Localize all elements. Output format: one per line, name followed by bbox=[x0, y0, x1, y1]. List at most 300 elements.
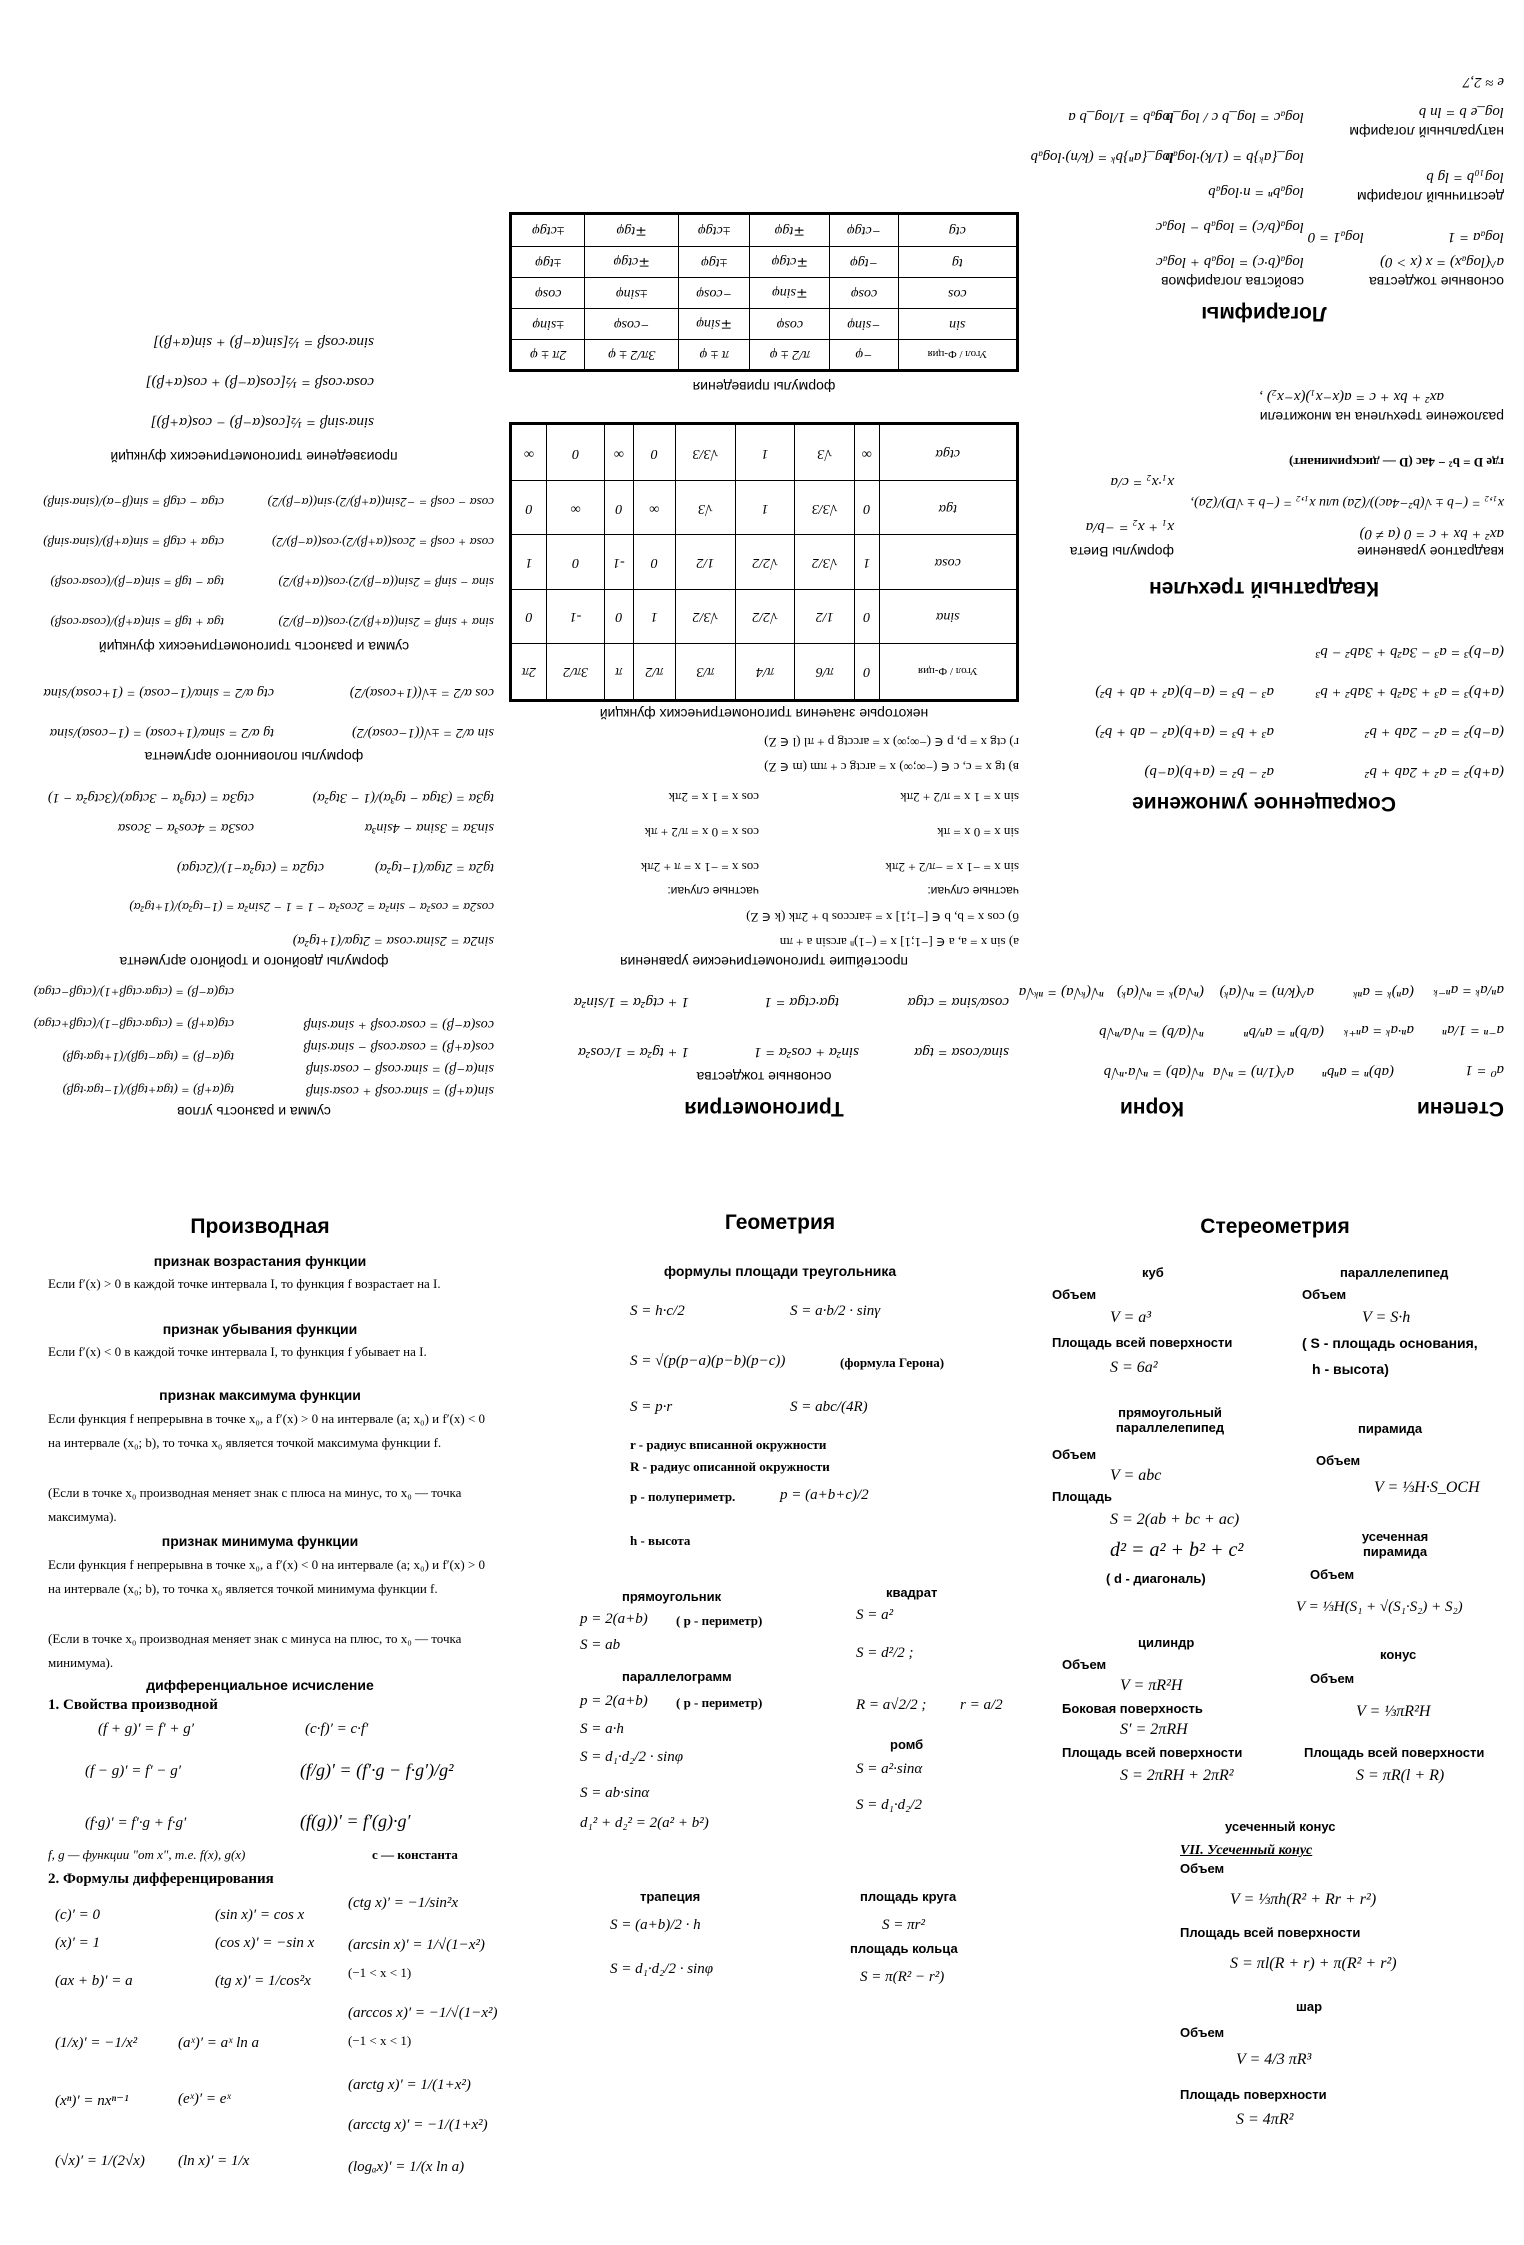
double-item: tg3α = (3tgα − tg³α)/(1 − 3tg²α) bbox=[312, 790, 494, 805]
deriv-prop: (f − g)′ = f′ − g′ bbox=[85, 1763, 182, 1779]
geometry-section bbox=[560, 1211, 1020, 2215]
logs-dec: log₁₀b = lg b bbox=[1426, 169, 1504, 185]
values-cell: ∞ bbox=[633, 481, 675, 535]
values-row bbox=[511, 589, 1018, 643]
values-cell: 0 bbox=[605, 481, 633, 535]
double-item: tg2α = 2tgα/(1−tg²α) bbox=[374, 860, 494, 875]
short-mult-item: (a+b)³ = a³ + 3a²b + 3ab² + b³ bbox=[1315, 684, 1504, 700]
reduction-cell: ±tgφ bbox=[679, 246, 750, 277]
values-cell: ∞ bbox=[511, 424, 547, 481]
reduction-cell: tg bbox=[898, 246, 1017, 277]
deriv-prop: (f + g)′ = f′ + g′ bbox=[98, 1721, 195, 1737]
reduction-header-cell: 2π ± φ bbox=[511, 339, 585, 370]
values-header-cell: π bbox=[605, 643, 633, 700]
trig-main-block bbox=[509, 20, 1019, 1120]
deriv-rule: (x)′ = 1 bbox=[55, 1935, 101, 1951]
values-cell: 1 bbox=[854, 535, 879, 589]
special: sin x = 0 x = πk bbox=[937, 825, 1019, 840]
geom-tri-title: формулы площади треугольника bbox=[663, 1263, 897, 1279]
simple-eq: г) ctg x = p, p ∈ (−∞;∞) x = arcctg p + πl (l ∈ Z) bbox=[764, 735, 1019, 750]
stereo-cube: S = 6a² bbox=[1110, 1359, 1158, 1376]
deriv-prop: (f/g)′ = (f′·g − f·g′)/g² bbox=[300, 1760, 454, 1780]
stereo-cone: V = ⅓πR²H bbox=[1356, 1703, 1431, 1720]
double-item: cos2α = cos²α − sin²α = 2cos²α − 1 = 1 − 2sin²α = (1−tg²α)/(1+tg²α) bbox=[129, 900, 494, 915]
sumdiff-angles-title: сумма и разность углов bbox=[177, 1104, 331, 1120]
stereo-tcone: S = πl(R + r) + π(R² + r²) bbox=[1230, 1955, 1397, 1972]
deriv-rule: (xⁿ)′ = nxⁿ⁻¹ bbox=[55, 2093, 129, 2109]
powers-item: aⁿ/aᵏ = aⁿ⁻ᵏ bbox=[1433, 982, 1504, 998]
product-item: sinα·cosβ = ½[sin(α−β) + sin(α+β)] bbox=[153, 334, 374, 350]
deriv-max-text: Если функция f непрерывна в точке x₀, а f′(x) > 0 на интервале (a; x₀) и f′(x) < 0 на интервале (x₀; b), то точка x₀ является точкой максимума функции f. bbox=[48, 1411, 486, 1450]
geom-par: d₁² + d₂² = 2(a² + b²) bbox=[580, 1815, 709, 1831]
roots-title: Корни bbox=[1119, 1097, 1184, 1120]
stereo-cyl: Боковая поверхность bbox=[1062, 1701, 1203, 1716]
reduction-row bbox=[511, 308, 1018, 339]
deriv-rule: (1/x)′ = −1/x² bbox=[55, 2035, 138, 2051]
stereo-ppd: ( S - площадь основания, bbox=[1302, 1335, 1478, 1351]
deriv-min-note: (Если в точке x₀ производная меняет знак с минуса на плюс, то x₀ — точка минимума). bbox=[48, 1631, 462, 1670]
powers-title: Степени bbox=[1416, 1097, 1504, 1120]
reduction-row bbox=[511, 277, 1018, 308]
deriv-prop: (c·f)′ = c·f′ bbox=[305, 1721, 369, 1737]
logs-prop: log_{aᵏ}b = (1/k)·logₐb bbox=[1165, 149, 1304, 165]
sumdiff-angle: tg(α−β) = (tgα−tgβ)/(1+tgα·tgβ) bbox=[62, 1050, 234, 1065]
double-item: sin2α = 2sinα·cosα = 2tgα/(1+tg²α) bbox=[292, 933, 494, 948]
geom-rhomb-title: ромб bbox=[890, 1737, 924, 1752]
reduction-cell: ±tgφ bbox=[511, 246, 585, 277]
stereo-tpyr: Объем bbox=[1310, 1567, 1355, 1582]
reduction-cell: ±ctgφ bbox=[679, 214, 750, 247]
roots-item: (ⁿ√a)ᵏ = ⁿ√(aᵏ) bbox=[1117, 984, 1204, 1000]
deriv-rule: (ctg x)′ = −1/sin²x bbox=[348, 1895, 459, 1911]
deriv-prop: (f·g)′ = f′·g + f·g′ bbox=[85, 1815, 187, 1831]
stereo-rppd: S = 2(ab + bc + ac) bbox=[1110, 1511, 1240, 1528]
geom-ring: S = π(R² − r²) bbox=[860, 1969, 945, 1985]
sum-func: tgα + tgβ = sin(α+β)/(cosα·cosβ) bbox=[50, 615, 224, 630]
geom-rhomb: S = a²·sinα bbox=[856, 1761, 923, 1777]
stereo-rppd: Площадь bbox=[1052, 1489, 1112, 1504]
sum-func: ctgα + ctgβ = sin(α+β)/(sinα·sinβ) bbox=[43, 535, 224, 550]
reduction-header-cell: π ± φ bbox=[679, 339, 750, 370]
stereo-cone: Площадь всей поверхности bbox=[1304, 1745, 1485, 1760]
reduction-cell: ∓tgφ bbox=[750, 214, 830, 247]
deriv-rule: (sin x)′ = cos x bbox=[215, 1907, 305, 1923]
values-cell: 1 bbox=[735, 424, 795, 481]
powers-item: a⁰ = 1 bbox=[1465, 1062, 1504, 1078]
derivative-section bbox=[30, 1215, 530, 2235]
values-cell: 1 bbox=[735, 481, 795, 535]
deriv-rule: (aˣ)′ = aˣ ln a bbox=[178, 2035, 260, 2051]
stereo-cyl: Площадь всей поверхности bbox=[1062, 1745, 1243, 1760]
stereo-cyl: S′ = 2πRH bbox=[1120, 1721, 1188, 1738]
double-item: ctg2α = (ctg²α−1)/(2ctgα) bbox=[177, 860, 324, 875]
logs-prop: log_{aⁿ}bᵏ = (k/n)·logₐb bbox=[1030, 149, 1174, 165]
values-cell: sinα bbox=[879, 589, 1017, 643]
roots-item: ⁿ√(ᵏ√a) = ⁿᵏ√a bbox=[1018, 984, 1104, 1000]
identity: 1 + ctg²α = 1/sin²α bbox=[574, 994, 689, 1010]
powers-item: (aⁿ)ᵏ = aⁿᵏ bbox=[1353, 984, 1414, 1000]
logs-prop: logₐ(b·c) = logₐb + logₐc bbox=[1156, 254, 1304, 270]
logs-basic: logₐa = 1 bbox=[1447, 229, 1504, 245]
stereo-tcone-title: усеченный конус bbox=[1225, 1819, 1336, 1834]
reduction-header-cell: −φ bbox=[830, 339, 898, 370]
stereo-pyr: Объем bbox=[1316, 1453, 1361, 1468]
simple-eq: б) cos x = b, b ∈ [−1;1] x = ±arccos b + 2πk (k ∈ Z) bbox=[746, 910, 1019, 925]
logs-prop: logₐbⁿ = n·logₐb bbox=[1208, 184, 1304, 200]
reduction-row bbox=[511, 246, 1018, 277]
stereometry-section bbox=[1040, 1215, 1510, 2235]
geom-par-note: ( p - периметр) bbox=[676, 1695, 763, 1710]
values-cell: √3/2 bbox=[676, 589, 736, 643]
stereo-sphere: V = 4/3 πR³ bbox=[1236, 2051, 1312, 2068]
stereo-tcone-heading: VII. Усеченный конус bbox=[1180, 1843, 1313, 1858]
geom-rect: p = 2(a+b) bbox=[580, 1611, 648, 1627]
values-cell: 0 bbox=[854, 481, 879, 535]
geom-par-title: параллелограмм bbox=[622, 1669, 732, 1684]
short-mult-title: Сокращенное умножение bbox=[1132, 792, 1396, 815]
reduction-cell: ctg bbox=[898, 214, 1017, 247]
half-item: ctg α/2 = sinα/(1−cosα) = (1+cosα)/sinα bbox=[43, 685, 274, 700]
values-header-cell: π/4 bbox=[735, 643, 795, 700]
values-row bbox=[511, 535, 1018, 589]
stereo-cyl: S = 2πRH + 2πR² bbox=[1120, 1767, 1234, 1784]
values-cell: ctgα bbox=[879, 424, 1017, 481]
logs-basic: logₐ1 = 0 bbox=[1307, 229, 1364, 245]
geom-trap-title: трапеция bbox=[640, 1889, 701, 1904]
geom-tri: S = √(p(p−a)(p−b)(p−c)) bbox=[630, 1353, 786, 1369]
deriv-diff-title: дифференциальное исчисление bbox=[146, 1677, 374, 1693]
logs-basic-label: основные тождества bbox=[1369, 274, 1504, 290]
geom-tri-note: R - радиус описанной окружности bbox=[630, 1459, 830, 1474]
sum-func: sinα − sinβ = 2sin((α−β)/2)·cos((α+β)/2) bbox=[278, 575, 494, 590]
geom-square-title: квадрат bbox=[886, 1585, 938, 1600]
powers-roots-section bbox=[1018, 950, 1504, 1120]
stereo-rppd: V = abc bbox=[1110, 1467, 1162, 1484]
reduction-header-cell: Угол / Ф-ция bbox=[898, 339, 1017, 370]
deriv-title: Производная bbox=[190, 1215, 330, 1238]
reduction-cell: cos bbox=[898, 277, 1017, 308]
geom-square: r = a/2 bbox=[960, 1697, 1003, 1713]
deriv-min-text: Если функция f непрерывна в точке x₀, а f′(x) < 0 на интервале (a; x₀) и f′(x) > 0 на интервале (x₀; b), то точка x₀ является точкой минимума функции f. bbox=[48, 1557, 486, 1596]
reduction-cell: −cosφ bbox=[679, 277, 750, 308]
geom-tri-note-p: p = (a+b+c)/2 bbox=[780, 1487, 869, 1503]
double-item: sin3α = 3sinα − 4sin³α bbox=[364, 820, 494, 835]
reduction-cell: ∓ctgφ bbox=[585, 246, 679, 277]
geom-trap: S = (a+b)/2 · h bbox=[610, 1917, 701, 1933]
product-item: sinα·sinβ = ½[cos(α−β) − cos(α+β)] bbox=[150, 414, 374, 430]
stereo-ppd: h - высота) bbox=[1312, 1361, 1389, 1377]
deriv-rule: (eˣ)′ = eˣ bbox=[178, 2091, 231, 2107]
deriv-rule: (arctg x)′ = 1/(1+x²) bbox=[348, 2077, 471, 2093]
geom-par: S = ab·sinα bbox=[580, 1785, 650, 1801]
logs-title: Логарифмы bbox=[1201, 302, 1327, 325]
values-cell: √3/3 bbox=[795, 481, 855, 535]
values-cell: √3 bbox=[795, 424, 855, 481]
deriv-incr-title: признак возрастания функции bbox=[153, 1253, 367, 1269]
quadratic-eq: ax² + bx + c = 0 (a ≠ 0) bbox=[1359, 526, 1504, 542]
reduction-cell: ±sinφ bbox=[585, 277, 679, 308]
logs-nat: log_e b = ln b bbox=[1418, 104, 1504, 120]
short-mult-item: a³ − b³ = (a−b)(a² + ab + b²) bbox=[1095, 684, 1274, 700]
values-cell: ∞ bbox=[605, 424, 633, 481]
logs-block bbox=[1024, 25, 1504, 325]
product-item: cosα·cosβ = ½[cos(α−β) + cos(α+β)] bbox=[145, 374, 374, 390]
stereo-title: Стереометрия bbox=[1200, 1215, 1350, 1238]
geom-tri-note: p - полупериметр. bbox=[630, 1489, 736, 1504]
values-row bbox=[511, 424, 1018, 481]
deriv-max-note: (Если в точке x₀ производная меняет знак с плюса на минус, то x₀ — точка максимума). bbox=[48, 1485, 462, 1524]
reduction-cell: ±sinφ bbox=[511, 308, 585, 339]
stereo-cube: V = a³ bbox=[1110, 1309, 1152, 1326]
values-table bbox=[509, 422, 1019, 702]
values-cell: 0 bbox=[605, 589, 633, 643]
deriv-rule: (c)′ = 0 bbox=[55, 1907, 101, 1923]
stereo-cube: Площадь всей поверхности bbox=[1052, 1335, 1233, 1350]
short-mult-block bbox=[1024, 615, 1504, 815]
values-header-cell: 2π bbox=[511, 643, 547, 700]
sum-funcs-title: сумма и разность тригонометрических функций bbox=[98, 639, 410, 655]
product-title: произведение тригонометрических функций bbox=[110, 449, 398, 465]
values-cell: 1 bbox=[633, 589, 675, 643]
deriv-rule: (ln x)′ = 1/x bbox=[178, 2153, 250, 2169]
geom-tri: S = a·b/2 · sinγ bbox=[790, 1303, 881, 1319]
short-mult-item: a² − b² = (a+b)(a−b) bbox=[1144, 764, 1274, 780]
powers-item: (a/b)ⁿ = aⁿ/bⁿ bbox=[1243, 1024, 1324, 1040]
special: cos x = 0 x = π/2 + πk bbox=[644, 825, 759, 840]
sumdiff-angle: tg(α+β) = (tgα+tgβ)/(1−tgα·tgβ) bbox=[62, 1083, 234, 1098]
stereo-cone-title: конус bbox=[1380, 1647, 1417, 1662]
reduction-cell: sin bbox=[898, 308, 1017, 339]
reduction-cell: −cosφ bbox=[585, 308, 679, 339]
geom-circle: S = πr² bbox=[882, 1917, 925, 1933]
special: sin x = −1 x = −π/2 + 2πk bbox=[885, 860, 1019, 875]
values-cell: cosα bbox=[879, 535, 1017, 589]
geom-ring-title: площадь кольца bbox=[850, 1941, 958, 1956]
special-title: частные случаи: bbox=[927, 884, 1019, 898]
deriv-min-title: признак минимума функции bbox=[161, 1533, 359, 1549]
powers-item: a^(k/n) = ⁿ√(aᵏ) bbox=[1219, 984, 1314, 1000]
quadratic-roots: x₁,₂ = (−b ± √(b²−4ac))/(2a) или x₁,₂ = (−b ± √D)/(2a), bbox=[1190, 495, 1504, 510]
stereo-sphere: Объем bbox=[1180, 2025, 1225, 2040]
stereo-rppd: Объем bbox=[1052, 1447, 1097, 1462]
stereo-tcone: V = ⅓πh(R² + Rr + r²) bbox=[1230, 1891, 1377, 1908]
deriv-rule-range: (−1 < x < 1) bbox=[348, 1965, 412, 1980]
geom-rect-note: ( p - периметр) bbox=[676, 1613, 763, 1628]
stereo-cyl: V = πR²H bbox=[1120, 1677, 1183, 1694]
reduction-cell: ∓ctgφ bbox=[750, 246, 830, 277]
half-item: tg α/2 = sinα/(1+cosα) = (1−cosα)/sinα bbox=[49, 725, 274, 740]
stereo-rppd: d² = a² + b² + c² bbox=[1110, 1539, 1244, 1561]
quadratic-eq-label: квадратное уравнение bbox=[1357, 544, 1504, 560]
reduction-cell: cosφ bbox=[830, 277, 898, 308]
sumdiff-angle: sin(α+β) = sinα·cosβ + cosα·sinβ bbox=[306, 1083, 494, 1098]
stereo-tcone: Площадь всей поверхности bbox=[1180, 1925, 1361, 1940]
values-cell: √3/3 bbox=[676, 424, 736, 481]
values-cell: 1/2 bbox=[795, 589, 855, 643]
stereo-sphere: Площадь поверхности bbox=[1180, 2087, 1327, 2102]
deriv-prop: (f(g))′ = f′(g)·g′ bbox=[300, 1811, 411, 1831]
logs-e: e ≈ 2,7 bbox=[1462, 74, 1504, 90]
trig-title: Тригонометрия bbox=[684, 1097, 844, 1120]
reduction-table bbox=[509, 212, 1019, 372]
deriv-incr-text: Если f′(x) > 0 в каждой точке интервала I, то функция f возрастает на I. bbox=[48, 1276, 441, 1291]
stereo-cyl-title: цилиндр bbox=[1138, 1635, 1195, 1650]
values-row bbox=[511, 481, 1018, 535]
deriv-rule-range: (−1 < x < 1) bbox=[348, 2033, 412, 2048]
simple-eq: а) sin x = a, a ∈ [−1;1] x = (−1)ⁿ arcsin a + πn bbox=[779, 935, 1019, 950]
deriv-const-note: c — константа bbox=[372, 1847, 458, 1862]
values-cell: ∞ bbox=[547, 481, 605, 535]
values-cell: 0 bbox=[633, 424, 675, 481]
values-cell: √3/2 bbox=[795, 535, 855, 589]
reduction-title: формулы приведения bbox=[692, 379, 836, 395]
values-cell: 0 bbox=[547, 535, 605, 589]
stereo-rppd: ( d - диагональ) bbox=[1106, 1571, 1206, 1586]
geom-tri: S = h·c/2 bbox=[630, 1303, 685, 1319]
deriv-rule: (cos x)′ = −sin x bbox=[215, 1935, 315, 1951]
quadratic-disc: где D = b² − 4ac (D — дискриминант) bbox=[1288, 455, 1504, 470]
reduction-cell: cosφ bbox=[511, 277, 585, 308]
quadratic-title: Квадратный трехчлен bbox=[1149, 577, 1379, 600]
deriv-rule: (arcsin x)′ = 1/√(1−x²) bbox=[348, 1937, 485, 1953]
values-cell: ∞ bbox=[854, 424, 879, 481]
deriv-props-title: 1. Свойства производной bbox=[48, 1697, 218, 1713]
simple-eq-title: простейшие тригонометрические уравнения bbox=[619, 954, 909, 970]
stereo-ppd-title: параллелепипед bbox=[1340, 1265, 1449, 1280]
geom-square: S = d²/2 ; bbox=[856, 1645, 914, 1661]
values-cell: 1/2 bbox=[676, 535, 736, 589]
values-header-row bbox=[511, 643, 1018, 700]
geom-square: S = a² bbox=[856, 1607, 894, 1623]
reduction-header-cell: π/2 ± φ bbox=[750, 339, 830, 370]
geom-title: Геометрия bbox=[724, 1211, 836, 1234]
logs-props-label: свойства логарифмов bbox=[1161, 274, 1304, 290]
factor-label: разложение трехчлена на множители bbox=[1259, 409, 1504, 425]
stereo-cyl: Объем bbox=[1062, 1657, 1107, 1672]
stereo-tpyr-title: усеченная пирамида bbox=[1361, 1529, 1429, 1559]
logs-prop: logₐb = 1/log_b a bbox=[1068, 109, 1174, 125]
values-cell: -1 bbox=[547, 589, 605, 643]
deriv-decr-text: Если f′(x) < 0 в каждой точке интервала I, то функция f убывает на I. bbox=[48, 1344, 427, 1359]
stereo-tpyr: V = ⅓H(S₁ + √(S₁·S₂) + S₂) bbox=[1296, 1599, 1463, 1615]
powers-item: a⁻ⁿ = 1/aⁿ bbox=[1442, 1022, 1504, 1038]
values-cell: √2/2 bbox=[735, 535, 795, 589]
identity: cosα/sinα = ctgα bbox=[907, 994, 1009, 1010]
identity: 1 + tg²α = 1/cos²α bbox=[578, 1044, 689, 1060]
trig-right-block bbox=[14, 20, 494, 1120]
values-cell: 0 bbox=[547, 424, 605, 481]
short-mult-item: (a−b)² = a² − 2ab + b² bbox=[1365, 724, 1504, 740]
values-header-cell: π/2 bbox=[633, 643, 675, 700]
values-header-cell: π/3 bbox=[676, 643, 736, 700]
powers-item: aⁿ·aᵏ = aⁿ⁺ᵏ bbox=[1344, 1022, 1414, 1038]
logs-basic: a^(logₐx) = x (x > 0) bbox=[1380, 254, 1504, 270]
logs-dec-label: десятичный логарифм bbox=[1356, 189, 1504, 205]
special: sin x = 1 x = π/2 + 2πk bbox=[900, 790, 1019, 805]
geom-rhomb: S = d₁·d₂/2 bbox=[856, 1797, 922, 1813]
geom-rect: S = ab bbox=[580, 1637, 621, 1653]
stereo-sphere-title: шар bbox=[1296, 1999, 1323, 2014]
stereo-cube: Объем bbox=[1052, 1287, 1097, 1302]
values-cell: √2/2 bbox=[735, 589, 795, 643]
special-title-2: частные случаи: bbox=[667, 884, 759, 898]
values-cell: tgα bbox=[879, 481, 1017, 535]
values-header-cell: 3π/2 bbox=[547, 643, 605, 700]
reduction-header-cell: 3π/2 ± φ bbox=[585, 339, 679, 370]
logs-nat-label: натуральный логарифм bbox=[1349, 124, 1504, 140]
geom-circle-title: площадь круга bbox=[860, 1889, 957, 1904]
deriv-max-title: признак максимума функции bbox=[159, 1387, 361, 1403]
half-title: формулы половинного аргумента bbox=[144, 749, 364, 765]
deriv-rules-title: 2. Формулы дифференцирования bbox=[48, 1871, 274, 1887]
sumdiff-angle: cos(α−β) = cosα·cosβ + sinα·sinβ bbox=[303, 1017, 494, 1032]
values-cell: 1 bbox=[511, 535, 547, 589]
stereo-cone: S = πR(l + R) bbox=[1356, 1767, 1445, 1784]
reduction-cell: ∓sinφ bbox=[750, 277, 830, 308]
geom-par: p = 2(a+b) bbox=[580, 1693, 648, 1709]
reduction-cell: cosφ bbox=[750, 308, 830, 339]
logs-prop: logₐc = log_b c / log_b a bbox=[1154, 109, 1304, 125]
reduction-cell: ±ctgφ bbox=[511, 214, 585, 247]
reduction-row bbox=[511, 214, 1018, 247]
deriv-rule: (arcctg x)′ = −1/(1+x²) bbox=[348, 2117, 488, 2133]
geom-tri-note: r - радиус вписанной окружности bbox=[630, 1437, 827, 1452]
values-cell: √3 bbox=[676, 481, 736, 535]
stereo-pyr-title: пирамида bbox=[1358, 1421, 1423, 1436]
values-cell: -1 bbox=[605, 535, 633, 589]
identity: tgα·ctgα = 1 bbox=[764, 994, 839, 1010]
values-header-cell: 0 bbox=[854, 643, 879, 700]
sumdiff-angle: ctg(α−β) = (ctgα·ctgβ+1)/(ctgβ−ctgα) bbox=[33, 985, 234, 1000]
vieta-item: x₁ + x₂ = −b/a bbox=[1085, 519, 1174, 535]
sum-func: tgα − tgβ = sin(α−β)/(cosα·cosβ) bbox=[50, 575, 224, 590]
sum-func: cosα + cosβ = 2cos((α+β)/2)·cos((α−β)/2) bbox=[272, 535, 494, 550]
short-mult-item: (a+b)² = a² + 2ab + b² bbox=[1365, 764, 1504, 780]
reduction-cell: ∓sinφ bbox=[679, 308, 750, 339]
roots-item: ⁿ√(ab) = ⁿ√a·ⁿ√b bbox=[1103, 1064, 1204, 1080]
sum-func: cosα − cosβ = −2sin((α+β)/2)·sin((α−β)/2) bbox=[267, 495, 494, 510]
stereo-pyr: V = ⅓H·S_OCH bbox=[1374, 1479, 1480, 1496]
stereo-sphere: S = 4πR² bbox=[1236, 2111, 1294, 2128]
reduction-cell: −ctgφ bbox=[830, 214, 898, 247]
deriv-rule: (√x)′ = 1/(2√x) bbox=[55, 2153, 145, 2169]
geom-par: S = a·h bbox=[580, 1721, 624, 1737]
roots-item: ⁿ√(a/b) = ⁿ√a/ⁿ√b bbox=[1099, 1024, 1204, 1040]
identity: sin²α + cos²α = 1 bbox=[754, 1044, 859, 1060]
stereo-rppd-title: прямоугольный параллелепипед bbox=[1115, 1405, 1225, 1435]
values-cell: 0 bbox=[511, 589, 547, 643]
reduction-header-row bbox=[511, 339, 1018, 370]
geom-trap: S = d₁·d₂/2 · sinφ bbox=[610, 1961, 714, 1977]
sum-func: ctgα − ctgβ = sin(β−α)/(sinα·sinβ) bbox=[43, 495, 224, 510]
logs-prop: logₐ(b/c) = logₐb − logₐc bbox=[1155, 219, 1304, 235]
stereo-ppd: V = S·h bbox=[1362, 1309, 1411, 1326]
vieta-label: формулы Виета bbox=[1069, 544, 1174, 560]
values-header-cell: Угол / Ф-ция bbox=[879, 643, 1017, 700]
geom-par: S = d₁·d₂/2 · sinφ bbox=[580, 1749, 684, 1765]
values-cell: 0 bbox=[511, 481, 547, 535]
stereo-cone: Объем bbox=[1310, 1671, 1355, 1686]
sumdiff-angle: sin(α−β) = sinα·cosβ − cosα·sinβ bbox=[306, 1061, 494, 1076]
sumdiff-angle: ctg(α+β) = (ctgα·ctgβ−1)/(ctgβ+ctgα) bbox=[33, 1017, 234, 1032]
stereo-cube-title: куб bbox=[1142, 1265, 1164, 1280]
values-title: некоторые значения тригонометрических функций bbox=[599, 706, 929, 722]
simple-eq: в) tg x = c, c ∈ (−∞;∞) x = arctg c + πm (m ∈ Z) bbox=[764, 760, 1019, 775]
reduction-cell: ∓tgφ bbox=[585, 214, 679, 247]
reduction-cell: −tgφ bbox=[830, 246, 898, 277]
geom-tri-note: h - высота bbox=[630, 1533, 691, 1548]
reduction-cell: −sinφ bbox=[830, 308, 898, 339]
